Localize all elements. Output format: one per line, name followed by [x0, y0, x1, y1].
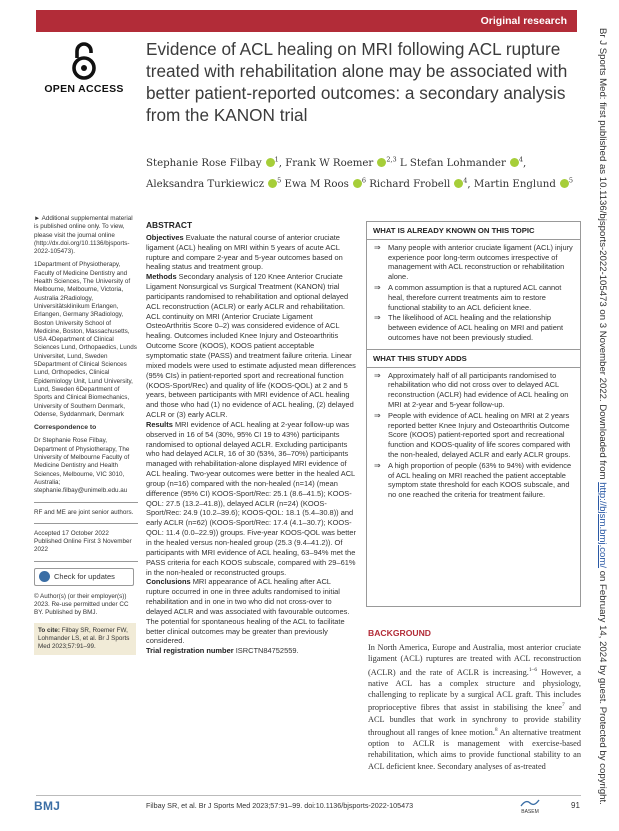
correspondence-address: Dr Stephanie Rose Filbay, Department of Physiotherapy, The University of Melbourne Faculty of Medicine Dentistry and Health Sciences, Melbourne, VIC 3010, Australia; stephanie.filbay@unimelb.edu.au [34, 437, 130, 495]
abstract-section-label: Conclusions [146, 577, 191, 587]
author-list [146, 152, 578, 193]
key-message-item: ⇒ People with evidence of ACL healing on MRI at 2 years reported better Knee Injury and Osteoarthritis Outcome Score (KOOS) patient-reported sport and recreational function and KOOS-quality of life scores compared with the non-healed, delayed ACLR and early ACLR groups. [373, 411, 574, 460]
supplemental-note: ► Additional supplemental material is published online only. To view, please visit the journal online (http://dx.doi.org/10.1136/bjsports-2022-105473). [34, 215, 133, 256]
abstract-section-label: Methods [146, 272, 177, 282]
author-affiliation: 4 [518, 156, 523, 164]
key-message-item: ⇒ Approximately half of all participants randomised to rehabilitation who did not cross over to delayed ACL reconstruction (ACLR) had evidence of ACL healing on MRI at 2-year and 5-year follow-up. [373, 371, 574, 410]
article-type-label: Original research [480, 15, 567, 27]
author-name: Frank W Roemer [285, 158, 374, 170]
key-message-item: ⇒ The likelihood of ACL healing and the relationship between evidence of ACL healing on MRI and patient outcomes have not been previously studied. [373, 313, 574, 342]
orcid-icon[interactable] [353, 179, 362, 188]
author [284, 176, 370, 190]
joint-senior-note: RF and ME are joint senior authors. [34, 508, 134, 516]
abstract-section [146, 420, 356, 577]
article-title: Evidence of ACL healing on MRI following ACL rupture treated with rehabilitation alone may be associated with better patient-reported outcomes: a secondary analysis from the KANON trial [146, 39, 568, 125]
sidebar-divider [34, 561, 138, 562]
correspondence-heading: Correspondence to [34, 424, 97, 432]
abstract-section-label: Objectives [146, 232, 184, 242]
check-updates-icon [39, 571, 50, 582]
reference-link[interactable]: 8 [494, 726, 498, 733]
abstract-body [146, 233, 356, 656]
sidebar-divider [34, 523, 138, 524]
abstract-section [146, 272, 356, 419]
author-name: Ewa M Roos [284, 178, 349, 190]
orcid-icon[interactable] [510, 158, 519, 167]
author-affiliation: 5 [277, 176, 282, 185]
abstract-section-text: ISRCTN84752559. [235, 646, 299, 656]
abstract-section [146, 577, 349, 645]
journal-logo-icon [519, 799, 541, 807]
cite-label: To cite: [38, 626, 60, 634]
author [146, 176, 285, 190]
author-affiliation: 6 [361, 176, 366, 185]
orcid-icon[interactable] [454, 179, 463, 188]
author [473, 176, 573, 190]
download-watermark: Br J Sports Med: first published as 10.1136/bjsports-2022-105473 on 3 November 2022. Downloaded from http://bjsm.bmj.com/ on February 14, 2024 by guest. Protected by copyright. [597, 28, 608, 805]
affiliations: 1Department of Physiotherapy, Faculty of Medicine Dentistry and Health Sciences, The University of Melbourne, Melbourne, Victoria, Australia 2Radiology, Universitätsklinikum Erlangen, Erlangen, Germany 3Radiology, Boston University School of Medicine, Boston, Massachusetts, USA 4Department of Clinical Sciences Lund, Orthopaedics, Lunds Universitet, Lund, Sweden 5Department of Clinical Sciences Lund, Orthopedics, Clinical Epidemiology Unit, Lund University, Lund, Sweden 6Department of Sports and Clinical Biomechanics, University of Southern Denmark, Odense, Syddanmark, Denmark [34, 261, 137, 418]
author-name: L Stefan Lohmander [399, 158, 506, 170]
reference-link[interactable]: 1–6 [528, 666, 538, 673]
known-list [367, 240, 580, 346]
bmj-logo: BMJ [34, 799, 61, 813]
author-affiliation: 4 [463, 176, 468, 185]
author: Richard Frobell $^4$, [369, 176, 474, 190]
abstract-section-label: Trial registration number [146, 646, 234, 656]
cite-box [34, 623, 136, 656]
author-name: Martin Englund [473, 178, 556, 190]
known-heading: WHAT IS ALREADY KNOWN ON THIS TOPIC [367, 222, 580, 240]
footer-citation: Filbay SR, et al. Br J Sports Med 2023;57:91–99. doi:10.1136/bjsports-2022-105473 [146, 801, 414, 810]
author-affiliation: 5 [568, 176, 573, 185]
abstract-section-text: MRI evidence of ACL healing at 2-year follow-up was observed in 16 of 54 (30%, 95% CI 19 to 43%) participants randomised to optional delayed ACLR. Excluding participants who had delayed ACLR, 16 of 30 (53%, 36–70%) participants managed with rehabilitation-alone displayed MRI evidence of ACL healing. Two-year outcomes were better in the healed ACL group (n=16) compared with the non-healed (n=14) (mean difference (95% CI) KOOS-Sport/Rec: 25.1 (8.6–41.5); KOOS-QOL: 27.5 (13.2–41.8)), delayed ACLR (n=24) (KOOS-Sport/Rec: 24.9 (10.2–39.6); KOOS-QOL: 18.1 (5.4–30.8)) and early ACLR (n=62) (KOOS-Sport/Rec: 17.4 (4.1–30.7); KOOS-QOL: 11.4 (0.0–22.9)) groups. Five-year KOOS-QOL was better in the healed versus non-healed group (25.3 (9.4–41.2)). Of participants with MRI evidence of ACL healing, 63–94% met the PASS criteria for each KOOS subscale, compared with 29–61% in the non-healed or reconstructed groups. [146, 419, 356, 577]
background-text: In North America, Europe and Australia, most anterior cruciate ligament (ACL) ruptures are treated with ACL reconstruction (ACLR) and the rate of ACLR is increasing.$^{1-6}$ However, a native ACL has a complex structure and physiology, challenging to replicate by a surgical ACL graft. This includes proprioceptive fibres that assist in stabilising the knee$^7$ and ACL bundles that work in synchrony to provide stability throughout all ranges of knee motion.$^8$ An alternative treatment option to ACLR is management with exercise-based rehabilitation, which aims to provide functional stability to an ACL deficient knee. Secondary analyses of as-treated [368, 643, 582, 771]
open-access-block [36, 42, 132, 95]
abstract [146, 221, 356, 656]
orcid-icon[interactable] [377, 158, 386, 167]
author: Stephanie Rose Filbay $^1$, [146, 156, 286, 170]
orcid-icon[interactable] [268, 179, 277, 188]
cite-text: Filbay SR, Roemer FW, Lohmander LS, et al. Br J Sports Med 2023;57:91–99. [38, 626, 130, 651]
abstract-section [146, 233, 343, 272]
abstract-heading: ABSTRACT [146, 220, 193, 230]
journal-logo-text: BASEM [521, 809, 539, 815]
orcid-icon[interactable] [266, 158, 275, 167]
abstract-section-text: Evaluate the natural course of anterior cruciate ligament (ACL) healing on MRI within 5 years of acute ACL rupture and compare 2-year and 5-year outcomes based on healing status and treatment group. [146, 232, 343, 272]
article-type-banner [36, 10, 577, 32]
key-message-item: ⇒ A high proportion of people (63% to 94%) with evidence of ACL healing on MRI reached the patient acceptable symptom state threshold for each KOOS subscale, and no one reached the criteria for treatment failure. [373, 461, 574, 500]
page-number: 91 [571, 801, 580, 810]
reference-link[interactable]: 7 [561, 702, 565, 709]
abstract-section-text: Secondary analysis of 120 Knee Anterior Cruciate Ligament Nonsurgical vs Surgical Treatment (KANON) trial participants randomised to rehabilitation and optional delayed ACL reconstruction (ACLR) or early ACLR and rehabilitation. ACL continuity on MRI (Anterior Cruciate Ligament OsteoArthritis Score 0–2) was considered evidence of ACL healing. Outcomes included Knee Injury and Osteoarthritis Outcome Score (KOOS), KOOS patient acceptable symptomatic state (PASS) and treatment failure criteria. Linear mixed models were used to estimate adjusted mean differences (95% CIs) in patient-reported sport and recreational function (KOOS-Sport/Rec) and quality of life (KOOS-QOL) at 2 and 5 years, between participants with MRI evidence of ACL healing and those who had (1) no evidence of ACL healing, (2) delayed ACLR or (3) early ACLR. [146, 272, 356, 420]
author-affiliation: 2,3 [386, 156, 397, 164]
adds-heading: WHAT THIS STUDY ADDS [367, 349, 580, 368]
orcid-icon[interactable] [560, 179, 569, 188]
sidebar-notes [34, 215, 138, 655]
journal-link[interactable]: http://bjsm.bmj.com/ [597, 482, 608, 569]
author-name: Aleksandra Turkiewicz [146, 178, 265, 190]
sidebar-divider [34, 502, 138, 503]
open-access-icon [71, 42, 97, 80]
background-heading: BACKGROUND [368, 628, 432, 638]
abstract-section-text: MRI appearance of ACL healing after ACL rupture occurred in one in three adults randomised to initial rehabilitation and in one in two who did not cross-over to delayed ACLR and was associated with favourable outcomes. The potential for spontaneous healing of the ACL to facilitate better clinical outcomes may be greater than previously considered. [146, 577, 350, 646]
abstract-section [146, 646, 299, 655]
footer-divider [36, 795, 581, 796]
check-for-updates-button[interactable] [34, 568, 134, 586]
author: L Stefan Lohmander $^4$, [399, 156, 527, 170]
copyright-note: © Author(s) (or their employer(s)) 2023. Re-use permitted under CC BY. Published by BMJ. [34, 592, 129, 617]
adds-list [367, 368, 580, 503]
key-messages-box [366, 221, 581, 607]
author-name: Stephanie Rose Filbay [146, 158, 262, 170]
check-for-updates-label: Check for updates [54, 571, 115, 581]
abstract-section-label: Results [146, 419, 173, 429]
key-message-item: ⇒ A common assumption is that a ruptured ACL cannot heal, therefore current treatments aim to restore functional stability to an ACL deficient knee. [373, 283, 574, 312]
author-name: Richard Frobell [369, 178, 451, 190]
journal-logo [519, 799, 541, 815]
key-message-item: ⇒ Many people with anterior cruciate ligament (ACL) injury experience poor long-term outcomes irrespective of management with ACL reconstruction or rehabilitation alone. [373, 243, 574, 282]
author-affiliation: 1 [274, 156, 279, 164]
author [285, 158, 400, 169]
publication-dates: Accepted 17 October 2022 Published Online First 3 November 2022 [34, 529, 132, 554]
open-access-label: OPEN ACCESS [44, 83, 124, 95]
